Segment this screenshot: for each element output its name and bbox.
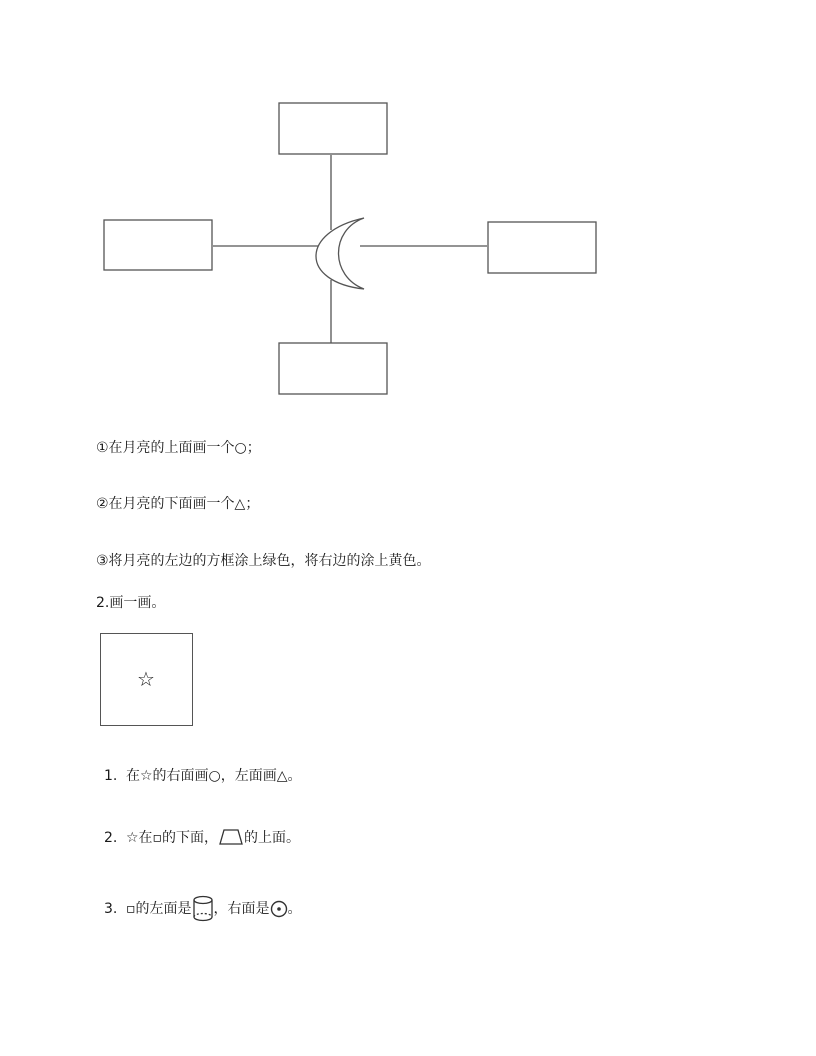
- box-right[interactable]: [488, 222, 596, 273]
- crescent-moon-icon: [316, 218, 364, 289]
- question-3-text-c: 。: [287, 901, 302, 917]
- instruction-1: ①在月亮的上面画一个○；: [96, 440, 261, 456]
- question-2-number: 2.: [104, 830, 118, 846]
- star-icon: ☆: [137, 667, 155, 691]
- question-2: [104, 828, 300, 848]
- box-bottom[interactable]: [279, 343, 387, 394]
- cylinder-icon: [192, 895, 214, 923]
- question-1: [104, 767, 302, 785]
- instruction-3: ③将月亮的左边的方框涂上绿色，将右边的涂上黄色。: [96, 553, 431, 569]
- question-3: [104, 895, 302, 923]
- question-3-number: 3.: [104, 901, 118, 917]
- section-2-title: 2.画一画。: [96, 595, 166, 611]
- question-3-text-b: ，右面是: [213, 901, 270, 917]
- question-1-number: 1.: [104, 768, 118, 784]
- star-box[interactable]: [100, 633, 193, 726]
- trapezoid-icon: [218, 828, 244, 848]
- circle-dot-icon: [270, 900, 288, 918]
- instruction-2: ②在月亮的下面画一个△；: [96, 496, 260, 512]
- moon-position-diagram: [0, 0, 816, 420]
- question-2-text-b: 的上面。: [244, 830, 301, 846]
- question-3-text-a: ▫的左面是: [126, 901, 192, 917]
- question-1-text: 在☆的右面画○，左面画△。: [126, 768, 302, 784]
- box-left[interactable]: [104, 220, 212, 270]
- box-top[interactable]: [279, 103, 387, 154]
- question-2-text-a: ☆在▫的下面，: [126, 830, 219, 846]
